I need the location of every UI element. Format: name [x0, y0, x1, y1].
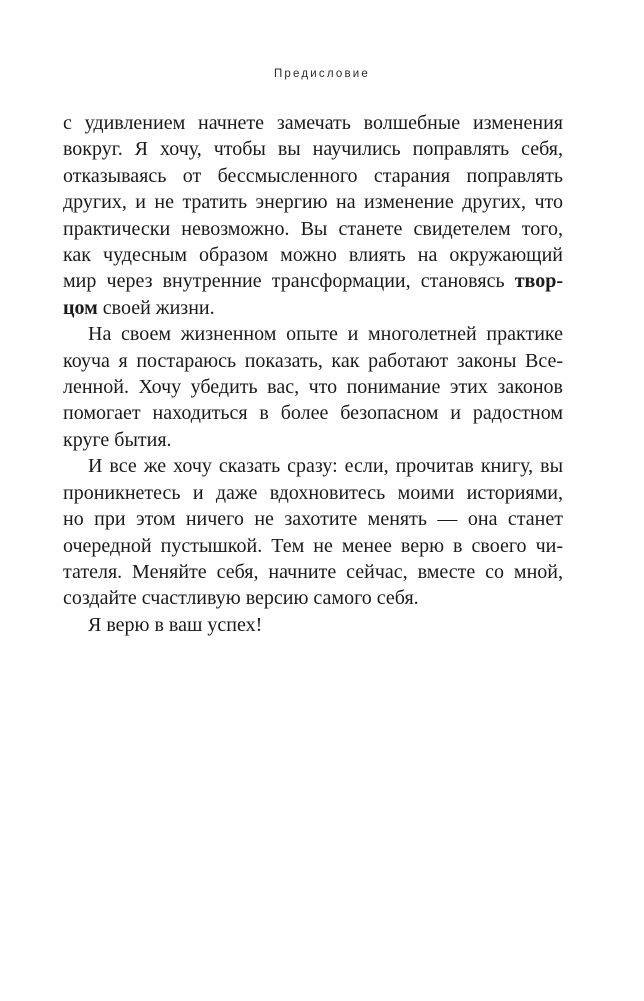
- text-line: но при этом ничего не захотите менять — она станет: [63, 508, 563, 531]
- text-line: вокруг. Я хочу, чтобы вы научились поправлять себя,: [63, 138, 563, 161]
- text-line: И все же хочу сказать сразу: если, прочитав книгу, вы: [88, 455, 563, 478]
- text-line: создайте счастливую версию самого себя.: [63, 587, 419, 610]
- paragraph-2: [63, 321, 563, 453]
- text-line: На своем жизненном опыте и многолетней практике: [88, 323, 563, 346]
- text-line: отказываясь от бессмысленного старания поправлять: [63, 164, 563, 187]
- text-line: практически невозможно. Вы станете свидетелем того,: [63, 217, 563, 240]
- body-text: [63, 110, 563, 638]
- paragraph-1: [63, 110, 563, 321]
- text-segment: мир через внутренние трансформации, становясь: [63, 270, 515, 293]
- text-line: очередной пустышкой. Тем не менее верю в своего чи-: [63, 534, 563, 557]
- running-header: Предисловие: [273, 68, 371, 80]
- text-line: [63, 268, 563, 294]
- bold-word: цом: [63, 296, 98, 319]
- text-line: ленной. Хочу убедить вас, что понимание этих законов: [63, 376, 563, 399]
- paragraph-4: [63, 612, 563, 638]
- bold-word: твор-: [514, 270, 563, 293]
- text-line: с удивлением начнете замечать волшебные изменения: [63, 112, 563, 134]
- paragraph-3: [63, 453, 563, 611]
- text-line: других, и не тратить энергию на изменение других, что: [63, 191, 563, 214]
- text-line: проникнетесь и даже вдохновитесь моими историями,: [63, 481, 563, 504]
- text-segment: своей жизни.: [97, 296, 215, 319]
- text-line: помогает находиться в более безопасном и радостном: [63, 402, 563, 425]
- text-line: Я верю в ваш успех!: [88, 613, 263, 636]
- text-line: круге бытия.: [63, 428, 172, 451]
- text-line: [63, 295, 563, 321]
- text-line: коуча я постараюсь показать, как работают законы Все-: [63, 349, 563, 372]
- text-line: как чудесным образом можно влиять на окружающий: [63, 244, 563, 267]
- text-line: тателя. Меняйте себя, начните сейчас, вместе со мной,: [63, 560, 563, 583]
